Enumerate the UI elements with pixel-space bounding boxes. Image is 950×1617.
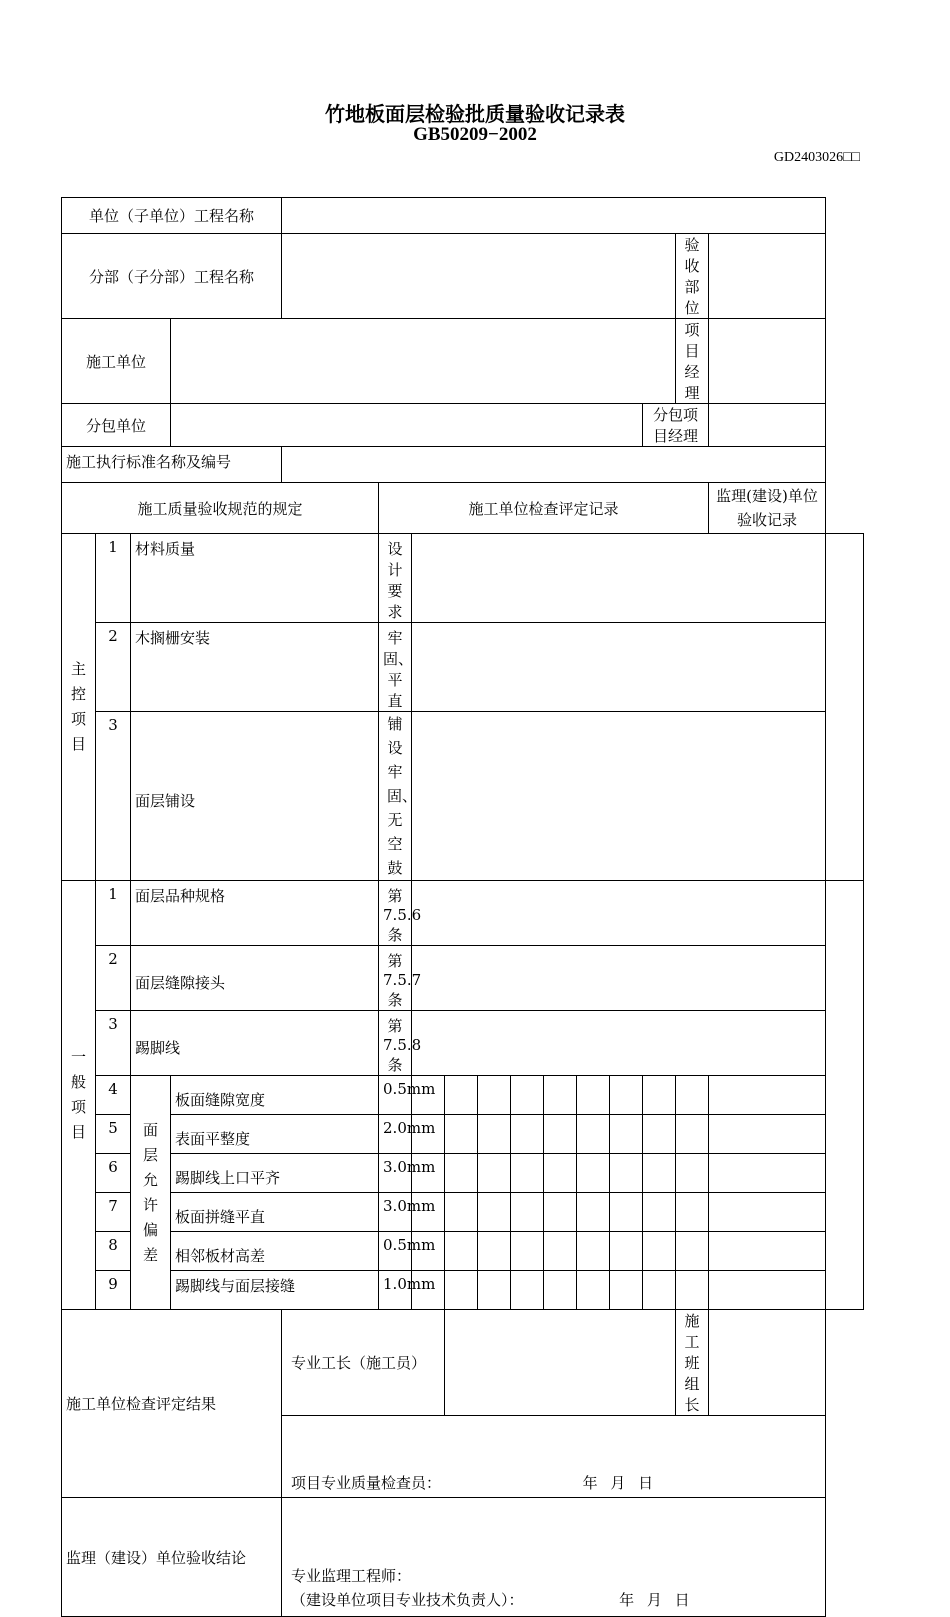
- tolerance-item-value: 2.0mm: [379, 1115, 412, 1154]
- tolerance-item-no: 7: [96, 1193, 131, 1232]
- tolerance-item-name: 板面缝隙宽度: [171, 1076, 379, 1115]
- measure-cell[interactable]: [610, 1271, 643, 1310]
- measure-cell[interactable]: [478, 1193, 511, 1232]
- measure-cell[interactable]: [577, 1076, 610, 1115]
- inspector-label: 项目专业质量检查员：: [291, 1474, 442, 1492]
- measure-cell[interactable]: [478, 1154, 511, 1193]
- measure-cell[interactable]: [577, 1115, 610, 1154]
- measure-cell[interactable]: [610, 1076, 643, 1115]
- measure-cell[interactable]: [544, 1193, 577, 1232]
- construction-unit-label: 施工单位: [62, 319, 171, 404]
- result-label: 施工单位检查评定结果: [62, 1310, 282, 1498]
- tolerance-item-no: 8: [96, 1232, 131, 1271]
- inspection-record-table: [61, 197, 864, 1617]
- spec-column-header: 施工质量验收规范的规定: [62, 483, 379, 534]
- main-item-requirement: 铺设牢固、无空鼓: [379, 712, 412, 881]
- tolerance-label: [131, 1076, 171, 1310]
- measure-cell[interactable]: [478, 1271, 511, 1310]
- general-items-supervision-record[interactable]: [826, 881, 864, 1310]
- measure-cell[interactable]: [577, 1193, 610, 1232]
- tolerance-item-name: 表面平整度: [171, 1115, 379, 1154]
- measure-cell[interactable]: [610, 1154, 643, 1193]
- subcontract-unit-label: 分包单位: [62, 404, 171, 447]
- general-item-name: 踢脚线: [131, 1011, 379, 1076]
- measure-cell[interactable]: [676, 1232, 709, 1271]
- main-items-label: [62, 534, 96, 881]
- tolerance-item-name: 相邻板材高差: [171, 1232, 379, 1271]
- tolerance-item-value: 0.5mm: [379, 1232, 412, 1271]
- main-item-record[interactable]: [412, 623, 826, 712]
- measure-cell[interactable]: [511, 1232, 544, 1271]
- result-date: 年 月 日: [582, 1474, 654, 1492]
- measure-cell[interactable]: [643, 1232, 676, 1271]
- inspector-cell[interactable]: [282, 1416, 826, 1498]
- conclusion-label: 监理（建设）单位验收结论: [62, 1498, 282, 1617]
- measure-cell[interactable]: [445, 1076, 478, 1115]
- general-item-no: 2: [96, 946, 131, 1011]
- general-item-name: 面层品种规格: [131, 881, 379, 946]
- tolerance-item-value: 3.0mm: [379, 1193, 412, 1232]
- subcontract-manager-label: 分包项目经理: [643, 404, 709, 447]
- tolerance-item-name: 踢脚线与面层接缝: [171, 1271, 379, 1310]
- measure-cell[interactable]: [709, 1154, 826, 1193]
- measure-cell[interactable]: [544, 1271, 577, 1310]
- general-items-label-text: 一般项目: [70, 1048, 86, 1141]
- tolerance-item-no: 4: [96, 1076, 131, 1115]
- measure-cell[interactable]: [610, 1232, 643, 1271]
- measure-cell[interactable]: [511, 1271, 544, 1310]
- measure-cell[interactable]: [643, 1271, 676, 1310]
- unit-project-value[interactable]: [282, 198, 826, 234]
- tolerance-item-no: 5: [96, 1115, 131, 1154]
- general-item-no: 1: [96, 881, 131, 946]
- measure-cell[interactable]: [577, 1154, 610, 1193]
- tolerance-item-no: 6: [96, 1154, 131, 1193]
- subcontract-unit-value[interactable]: [171, 404, 643, 447]
- tech-lead-label: （建设单位项目专业技术负责人）：: [291, 1591, 524, 1609]
- measure-cell[interactable]: [544, 1232, 577, 1271]
- main-item-name: 木搁栅安装: [131, 623, 379, 712]
- exec-standard-label: 施工执行标准名称及编号: [62, 447, 282, 483]
- measure-cell[interactable]: [676, 1115, 709, 1154]
- tolerance-item-value: 1.0mm: [379, 1271, 412, 1310]
- page-title: 竹地板面层检验批质量验收记录表: [325, 102, 625, 126]
- main-item-no: 1: [96, 534, 131, 623]
- general-item-name: 面层缝隙接头: [131, 946, 379, 1011]
- main-item-record[interactable]: [412, 712, 826, 881]
- measure-cell[interactable]: [577, 1232, 610, 1271]
- general-items-label: [62, 881, 96, 1310]
- standard-number: GB50209−2002: [413, 124, 537, 145]
- measure-cell[interactable]: [643, 1193, 676, 1232]
- general-item-no: 3: [96, 1011, 131, 1076]
- acceptance-part-label: 验收部位: [676, 234, 709, 319]
- tolerance-label-text: 面层允许偏差: [142, 1120, 158, 1264]
- measure-cell[interactable]: [610, 1193, 643, 1232]
- record-column-header: 施工单位检查评定记录: [379, 483, 709, 534]
- sub-project-value[interactable]: [282, 234, 676, 319]
- tolerance-item-name: 板面拼缝平直: [171, 1193, 379, 1232]
- main-item-name: 面层铺设: [131, 712, 379, 881]
- measure-cell[interactable]: [445, 1271, 478, 1310]
- subcontract-manager-value[interactable]: [709, 404, 826, 447]
- measure-cell[interactable]: [511, 1154, 544, 1193]
- foreman-value[interactable]: [445, 1310, 676, 1416]
- measure-cell[interactable]: [709, 1193, 826, 1232]
- measure-cell[interactable]: [445, 1193, 478, 1232]
- measure-cell[interactable]: [709, 1115, 826, 1154]
- general-item-requirement: 第 7.5.7 条: [379, 946, 412, 1011]
- measure-cell[interactable]: [709, 1076, 826, 1115]
- team-leader-value[interactable]: [709, 1310, 826, 1416]
- measure-cell[interactable]: [709, 1232, 826, 1271]
- measure-cell[interactable]: [478, 1232, 511, 1271]
- main-items-label-text: 主控项目: [70, 660, 86, 753]
- general-item-record[interactable]: [412, 881, 826, 946]
- measure-cell[interactable]: [577, 1271, 610, 1310]
- measure-cell[interactable]: [478, 1076, 511, 1115]
- measure-cell[interactable]: [511, 1193, 544, 1232]
- general-item-requirement: 第 7.5.6 条: [379, 881, 412, 946]
- measure-cell[interactable]: [445, 1115, 478, 1154]
- measure-cell[interactable]: [610, 1115, 643, 1154]
- tolerance-item-value: 3.0mm: [379, 1154, 412, 1193]
- exec-standard-value[interactable]: [282, 447, 826, 483]
- supervision-column-header: 监理(建设)单位验收记录: [709, 483, 826, 534]
- general-item-record[interactable]: [412, 946, 826, 1011]
- tolerance-item-value: 0.5mm: [379, 1076, 412, 1115]
- main-item-no: 3: [96, 712, 131, 881]
- main-items-supervision-record[interactable]: [826, 534, 864, 881]
- form-code: GD2403026□□: [773, 150, 860, 165]
- general-item-record[interactable]: [412, 1011, 826, 1076]
- construction-unit-value[interactable]: [171, 319, 676, 404]
- measure-cell[interactable]: [643, 1115, 676, 1154]
- main-item-record[interactable]: [412, 534, 826, 623]
- sub-project-label: 分部（子分部）工程名称: [62, 234, 282, 319]
- unit-project-label: 单位（子单位）工程名称: [62, 198, 282, 234]
- measure-cell[interactable]: [544, 1154, 577, 1193]
- measure-cell[interactable]: [709, 1271, 826, 1310]
- main-item-requirement: 牢固、平直: [379, 623, 412, 712]
- conclusion-cell[interactable]: [282, 1498, 826, 1617]
- general-item-requirement: 第 7.5.8 条: [379, 1011, 412, 1076]
- measure-cell[interactable]: [445, 1154, 478, 1193]
- engineer-label: 专业监理工程师：: [291, 1567, 412, 1585]
- acceptance-part-value[interactable]: [709, 234, 826, 319]
- tolerance-item-name: 踢脚线上口平齐: [171, 1154, 379, 1193]
- measure-cell[interactable]: [676, 1154, 709, 1193]
- tolerance-item-no: 9: [96, 1271, 131, 1310]
- project-manager-value[interactable]: [709, 319, 826, 404]
- measure-cell[interactable]: [676, 1076, 709, 1115]
- measure-cell[interactable]: [544, 1076, 577, 1115]
- measure-cell[interactable]: [643, 1076, 676, 1115]
- measure-cell[interactable]: [544, 1115, 577, 1154]
- foreman-label: 专业工长（施工员）: [282, 1310, 445, 1416]
- main-item-no: 2: [96, 623, 131, 712]
- main-item-requirement: 设计要求: [379, 534, 412, 623]
- team-leader-label: 施工班组长: [676, 1310, 709, 1416]
- measure-cell[interactable]: [676, 1193, 709, 1232]
- measure-cell[interactable]: [511, 1115, 544, 1154]
- measure-cell[interactable]: [676, 1271, 709, 1310]
- measure-cell[interactable]: [643, 1154, 676, 1193]
- main-item-name: 材料质量: [131, 534, 379, 623]
- measure-cell[interactable]: [478, 1115, 511, 1154]
- measure-cell[interactable]: [511, 1076, 544, 1115]
- conclusion-date: 年 月 日: [619, 1591, 690, 1609]
- project-manager-label: 项目经理: [676, 319, 709, 404]
- measure-cell[interactable]: [445, 1232, 478, 1271]
